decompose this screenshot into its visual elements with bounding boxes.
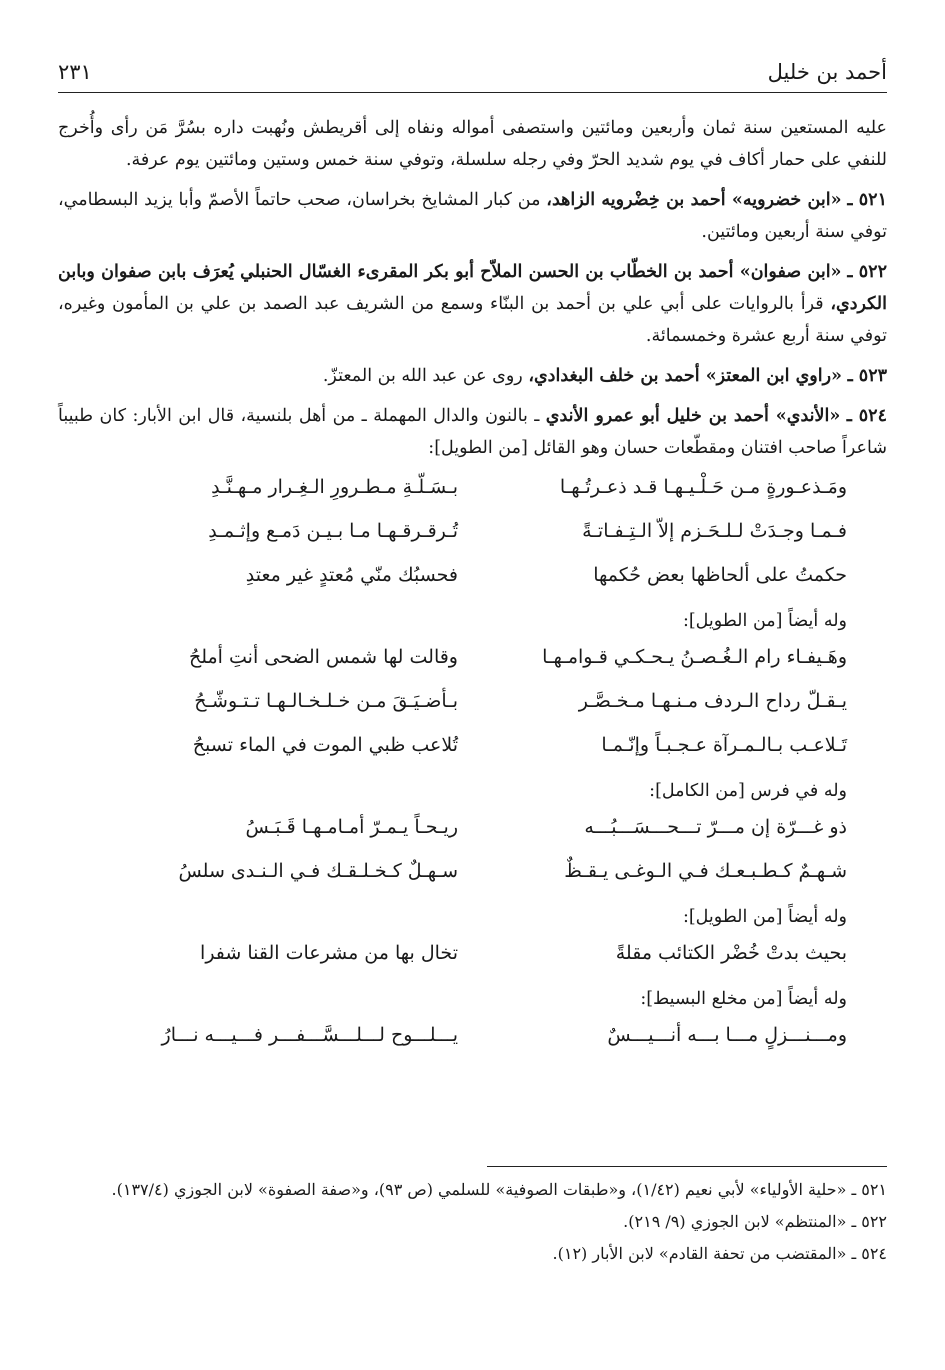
entry-heading: «راوي ابن المعتز» أحمد بن خلف البغدادي،	[528, 366, 842, 386]
verse-second-hemistich: تُلاعب ظبي الموت في الماء تسبحُ	[192, 734, 458, 756]
verse-first-hemistich: يـقـلّ رداح الـردف مـنـهـا مـخـصَّـر	[578, 690, 847, 712]
verse-first-hemistich: حكمتُ على ألحاظها بعض حُكمها	[593, 564, 847, 586]
entry-text: روى عن عبد الله بن المعتزّ.	[322, 366, 529, 386]
verse-second-hemistich: بـسَـلّـةِ مـطـرورِ الـغِـرار مـهـنَّـدِ	[211, 476, 458, 498]
verse-second-hemistich: تخال بها من مشرعات القنا شفرا	[200, 942, 458, 964]
verse-second-hemistich: تُـرقـرقـهـا مـا بـيـن دَمـع وإثـمـدِ	[208, 520, 458, 542]
poem-intro: وله أيضاً [من الطويل]:	[682, 611, 847, 631]
verse-line	[58, 558, 887, 602]
verse-second-hemistich: بـأضـيَـقَ مـن خـلـخـالـهـا تـتـوشّـحُ	[194, 690, 458, 712]
entry-number: ٥٢٢ ـ	[847, 262, 887, 282]
poem-intro: وله في فرس [من الكامل]:	[649, 781, 847, 801]
verse-second-hemistich: ريـحـاً يـمـرّ أمـامـهـا قَـبَـسُ	[245, 816, 458, 838]
entry-number: ٥٢٤ ـ	[846, 406, 887, 426]
entry-text: قرأ بالروايات على أبي علي بن أحمد بن البنّاء وسمع من الشريف عبد الصمد بن علي بن المأمون وغيره، توفي سنة أربع عشرة وخمسمائة.	[58, 294, 887, 346]
entry-524	[58, 400, 887, 464]
footnotes	[58, 1176, 887, 1268]
entry-number: ٥٢٣ ـ	[847, 366, 887, 386]
verse-line	[58, 1018, 887, 1062]
entry-heading: «ابن صفوان» أحمد بن الخطّاب بن الحسن الملاّح أبو بكر المقرىء الغسّال الحنبلي يُعرَف بابن صفوان وبابن الكردي،	[58, 262, 887, 314]
entry-number: ٥٢١ ـ	[847, 190, 887, 210]
continuation-paragraph: عليه المستعين سنة ثمان وأربعين ومائتين واستصفى أمواله ونفاه إلى أقريطش ونُهبت داره بسُرَّ مَن رأى وأُخرج للنفي على حمار أكاف في يوم شديد الحرّ وفي رجله سلسلة، وتوفي سنة خمس وستين ومائتين يوم عرفة.	[58, 118, 887, 170]
verse-second-hemistich: فحسبُك منّي مُعتدٍ غير معتدِ	[245, 564, 458, 586]
verse-first-hemistich: ومـــنـــزلٍ مـــا بـــه أنـــيـــسٌ	[607, 1024, 847, 1046]
page-number: ٢٣١	[58, 60, 92, 84]
verse-first-hemistich: فـمـا وجـدَتْ لـلـحَـزم إلاّ الـتِـفـاتـةً	[582, 520, 847, 542]
verse-line	[58, 728, 887, 772]
verse-line	[58, 470, 887, 514]
entry-heading: «ابن خضرويه» أحمد بن خِضْرويه الزاهد،	[546, 190, 842, 210]
entry-text: من كبار المشايخ بخراسان، صحب حاتماً الأصمّ وأبا يزيد البسطامي، توفي سنة أربعين ومائتين.	[58, 190, 887, 242]
main-text	[58, 112, 887, 1062]
verse-first-hemistich: بحيث بدتْ خُضْر الكتائب مقلةً	[615, 942, 847, 964]
verse-line	[58, 936, 887, 980]
entry-521	[58, 184, 887, 248]
verse-line	[58, 854, 887, 898]
verse-second-hemistich: سـهـلٌ كـخـلـقـك فـي الـنـدى سلسُ	[178, 860, 458, 882]
footnote-divider	[487, 1166, 887, 1167]
running-header	[58, 58, 887, 93]
verse-line	[58, 810, 887, 854]
entry-523	[58, 360, 887, 392]
poem-intro: وله أيضاً [من مخلع البسيط]:	[640, 989, 847, 1009]
entry-522	[58, 256, 887, 352]
footnote-522: ٥٢٢ ـ «المنتظم» لابن الجوزي (٩/ ٢١٩).	[623, 1212, 887, 1231]
verse-second-hemistich: وقالت لها شمس الضحى أنتِ أملحُ	[188, 646, 458, 668]
entry-text: ـ بالنون والدال المهملة ـ من أهل بلنسية، قال ابن الأبار: كان طبيباً شاعراً صاحب افتنان ومقطّعات حسان وهو القائل [من الطويل]:	[58, 406, 887, 458]
verse-first-hemistich: ذو غـــرّة إن مـــرّ تـــحـــسَـــبُـــه	[584, 816, 847, 838]
verse-second-hemistich: يـــلـــوح لـــلـــسَّـــفـــر فـــيـــه نـــارُ	[161, 1024, 458, 1046]
entry-heading: «الأندي» أحمد بن خليل أبو عمرو الأندي	[545, 406, 841, 426]
verse-line	[58, 514, 887, 558]
poem-intro: وله أيضاً [من الطويل]:	[682, 907, 847, 927]
footnote-521: ٥٢١ ـ «حلية الأولياء» لأبي نعيم (١/٤٢)، و«طبقات الصوفية» للسلمي (ص ٩٣)، و«صفة الصفوة» لابن الجوزي (١٣٧/٤).	[111, 1180, 887, 1199]
verse-line	[58, 640, 887, 684]
verse-first-hemistich: وهَـيفـاء رام الـغُـصـنُ يـحـكـي قـوامـهـا	[542, 646, 847, 668]
running-title: أحمد بن خليل	[767, 60, 887, 84]
footnote-524: ٥٢٤ ـ «المقتضب من تحفة القادم» لابن الأبار (١٢).	[552, 1244, 887, 1263]
verse-line	[58, 684, 887, 728]
verse-first-hemistich: ومَـذعـورةٍ مـن حَـلْـيـهـا قـد ذعـرتُـهـا	[559, 476, 847, 498]
verse-first-hemistich: شـهـمٌ كـطـبـعـك فـي الـوغـى يـقـظٌ	[564, 860, 847, 882]
verse-first-hemistich: تَـلاعـب بـالـمـرآة عـجـبـاً وإنّـمـا	[601, 734, 847, 756]
